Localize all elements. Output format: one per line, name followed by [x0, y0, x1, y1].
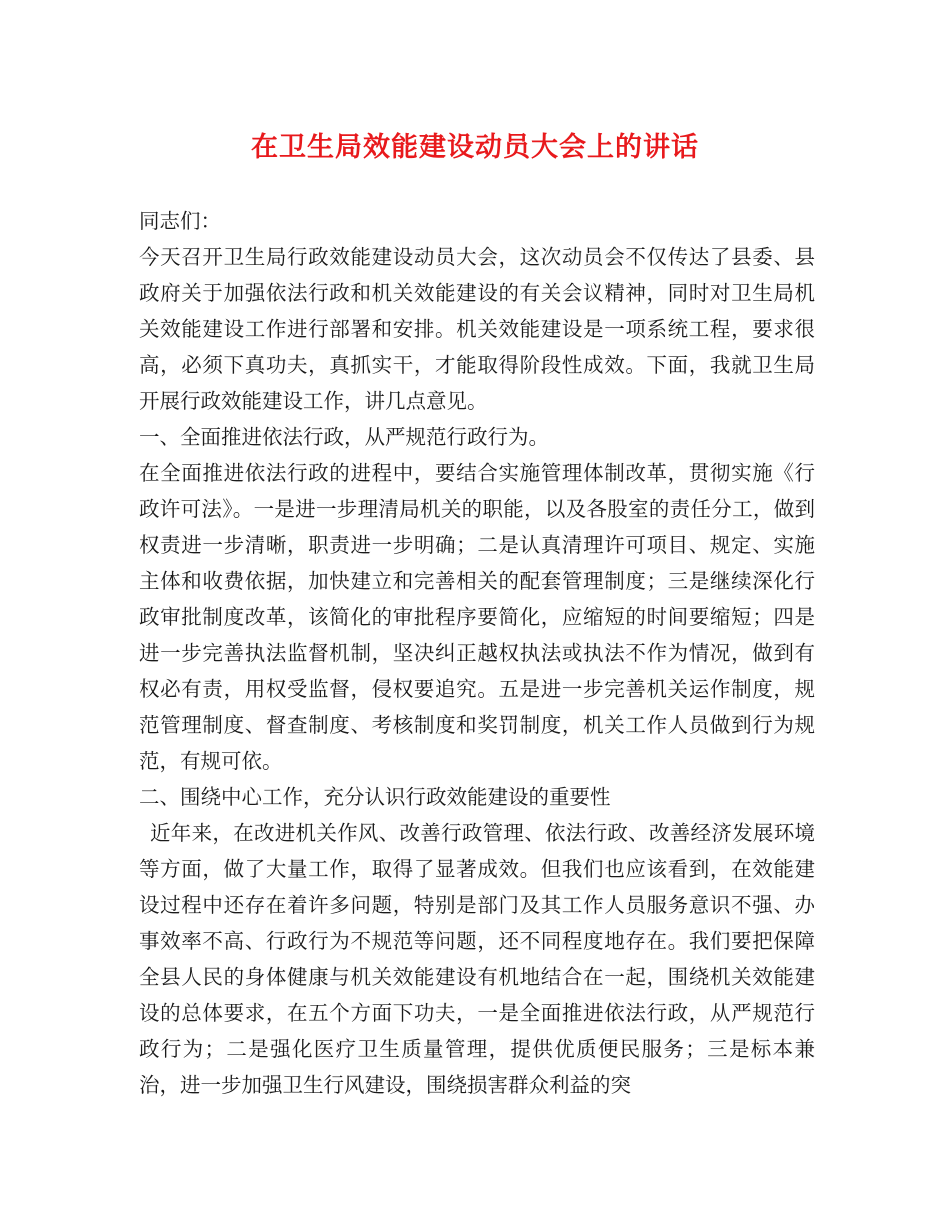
section-heading-2: 二、围绕中心工作，充分认识行政效能建设的重要性 — [139, 785, 611, 809]
document-body — [139, 203, 815, 1103]
section-heading-1: 一、全面推进依法行政，从严规范行政行为。 — [139, 425, 549, 449]
paragraph-section-2: 近年来，在改进机关作风、改善行政管理、依法行政、改善经济发展环境等方面，做了大量工作，取得了显著成效。但我们也应该看到，在效能建设过程中还存在着许多问题，特别是部门及其工作人员服务意识不强、办事效率不高、行政行为不规范等问题，还不同程度地存在。我们要把保障全县人民的身体健康与机关效能建设有机地结合在一起，围绕机关效能建设的总体要求，在五个方面下功夫，一是全面推进依法行政，从严规范行政行为；二是强化医疗卫生质量管理，提供优质便民服务；三是标本兼治，进一步加强卫生行风建设，围绕损害群众利益的突 — [139, 821, 815, 1097]
salutation: 同志们： — [139, 209, 221, 233]
paragraph-intro: 今天召开卫生局行政效能建设动员大会，这次动员会不仅传达了县委、县政府关于加强依法行政和机关效能建设的有关会议精神，同时对卫生局机关效能建设工作进行部署和安排。机关效能建设是一项系统工程，要求很高，必须下真功夫，真抓实干，才能取得阶段性成效。下面，我就卫生局开展行政效能建设工作，讲几点意见。 — [139, 245, 815, 413]
paragraph-section-1: 在全面推进依法行政的进程中，要结合实施管理体制改革，贯彻实施《行政许可法》。一是进一步理清局机关的职能，以及各股室的责任分工，做到权责进一步清晰，职责进一步明确；二是认真清理许可项目、规定、实施主体和收费依据，加快建立和完善相关的配套管理制度；三是继续深化行政审批制度改革，该简化的审批程序要简化，应缩短的时间要缩短；四是进一步完善执法监督机制，坚决纠正越权执法或执法不作为情况，做到有权必有责，用权受监督，侵权要追究。五是进一步完善机关运作制度，规范管理制度、督查制度、考核制度和奖罚制度，机关工作人员做到行为规范，有规可依。 — [139, 461, 815, 773]
document-title: 在卫生局效能建设动员大会上的讲话 — [251, 132, 699, 163]
